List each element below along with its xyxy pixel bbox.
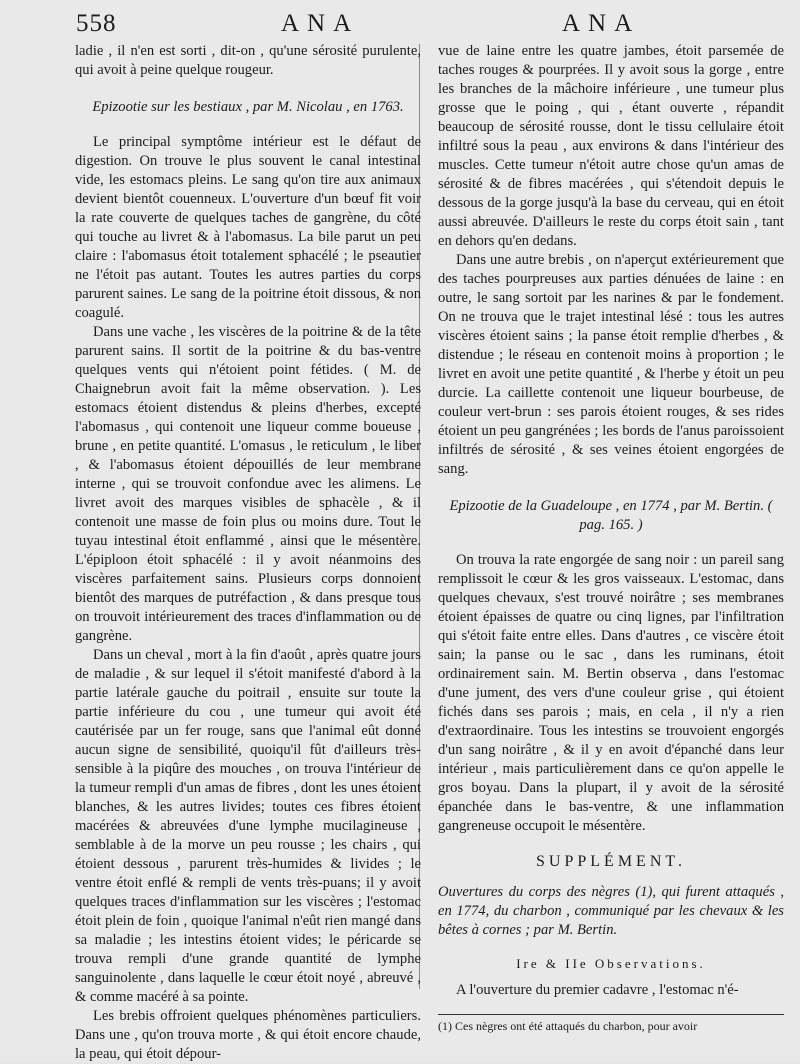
page-number: 558 <box>76 10 117 37</box>
paragraph: vue de laine entre les quatre jambes, étoit parsemée de taches rouges & pourprées. Il y avoit sous la gorge , entre les branches de la mâchoire inférieure , une tumeur plus grosse que le poing , qui , étant ouverte , répandit beaucoup de sérosité rousse, dont le tissu cellulaire étoit infiltré sous la peau , aux environs & dans l'intérieur des muscles. Cette tumeur n'étoit autre chose qu'un amas de sérosité & de fibres macérées , qui s'étendoit depuis le dessous de la gorge jusqu'à la base du cerveau, qui en étoit aussi abreuvée. D'ailleurs le reste du corps étoit sain , tant en dehors qu'en dedans. <box>438 43 784 249</box>
paragraph: Le principal symptôme intérieur est le défaut de digestion. On trouve le plus souvent le canal intestinal vide, les estomacs pleins. Le sang qu'on tire aux animaux devient bientôt couenneux. L'ouverture d'un bœuf fit voir la rate couverte de quelques taches de gangrène, du côté qui touche au livret & à l'abomasus. La bile parut un peu claire : l'abomasus étoit totalement sphacélé ; le pseautier ne l'étoit pas autant. Toutes les autres parties du corps parurent saines. Le sang de la poitrine étoit dissous, & non coagulé. <box>75 134 421 321</box>
supplement-heading: SUPPLÉMENT. <box>536 853 686 870</box>
paragraph: On trouva la rate engorgée de sang noir : un pareil sang remplissoit le cœur & les gros vaisseaux. L'estomac, dans quelques chevaux, s'est trouvé noirâtre ; ses membranes étoient épaisses de quatre ou cinq lignes, par l'infiltration qui s'étoit faite entre elles. Dans d'autres , ce viscère étoit sain; la panse ou le sac , dans les ruminans, étoit ordinairement sain. M. Bertin observa , dans l'estomac d'une jument, des vers d'une couleur grise , qui étoient fichés dans ses parois ; mais, en cela , il n'y a rien d'extraordinaire. Tous les intestins se trouvoient engorgés d'un sang noirâtre , & il y en avoit d'épanché dans leur intérieur , mais particulièrement dans ce qu'on appelle le gros boyau. Dans la plupart, il y avoit de la sérosité épanchée dans le bas-ventre, & une inflammation gangreneuse occupoit le mésentère. <box>438 552 784 834</box>
paragraph: A l'ouverture du premier cadavre , l'estomac n'é- <box>456 982 739 998</box>
paragraph: Dans une vache , les viscères de la poitrine & de la tête parurent sains. Il sortit de la poitrine & du bas-ventre quelques vents qui n'étoient point fétides. ( M. de Chaignebrun avoit fait la même observation. ). Les estomacs étoient distendus & pleins d'herbes, excepté l'abomasus , qui contenoit une liqueur comme boueuse , brune , en petite quantité. L'omasus , le reticulum , le liber , & l'abomasus étoient dépouillés de leur membrane interne , qui se trouvoit confondue avec les alimens. Le livret avoit des marques visibles de sphacèle , & il contenoit une masse de foin plus ou moins dure. Tout le tuyau intestinal étoit enflammé , ainsi que le mésentère. L'épiploon étoit sphacélé : il y avoit néanmoins des viscères parfaitement sains. Plusieurs corps donnoient bientôt des marques de putréfaction , & dans presque tous on trouvoit intérieurement des traces d'inflammation ou de gangrène. <box>75 324 421 644</box>
paragraph: Dans un cheval , mort à la fin d'août , après quatre jours de maladie , & sur lequel il s'étoit manifesté d'abord à la partie latérale gauche du poitrail , ensuite sur toute la partie inférieure du cou , une tumeur qui avoit été cautérisée par un fer rouge, sans que l'animal eût donné aucun signe de sensibilité, quoiqu'il fût d'ailleurs très-sensible à la piqûre des mouches , on trouva l'intérieur de la tumeur rempli d'un amas de fibres , dont les unes étoient blanches, & les autres livides; toutes ces fibres étoient macérées & abreuvées d'une lymphe mucilagineuse , semblable à de la morve un peu rousse ; les chairs , qui étoient dessous , parurent très-humides & livides ; le ventre étoit enflé & rempli de vents très-puans; il y avoit quelques traces d'inflammation sur les viscères ; l'estomac étoit plein de foin , quoique l'animal n'eût rien mangé dans sa maladie ; les intestins étoient vides; le péricarde se trouva rempli d'une grande quantité de lymphe sanguinolente , dans laquelle le cœur étoit noyé , abreuvé , & comme macéré à sa pointe. <box>75 647 421 1005</box>
section-title: Epizootie sur les bestiaux , par M. Nicolau , en 1763. <box>92 99 404 115</box>
supplement-subtitle: Ouvertures du corps des nègres (1), qui furent attaqués , en 1774, du charbon , communiqué par les chevaux & les bêtes à cornes ; par M. Bertin. <box>438 884 784 938</box>
header-left-title: ANA <box>281 10 360 37</box>
footnote: (1) Ces nègres ont été attaqués du charbon, pour avoir <box>438 1019 698 1033</box>
footnote-rule <box>438 1014 784 1015</box>
paragraph: ladie , il n'en est sorti , dit-on , qu'une sérosité purulente, qui avoit à peine quelque rougeur. <box>75 43 421 78</box>
section-title: Epizootie de la Guadeloupe , en 1774 , par M. Bertin. ( pag. 165. ) <box>449 498 773 533</box>
header-right-title: ANA <box>562 10 641 37</box>
paragraph: Les brebis offroient quelques phénomènes particuliers. Dans une , qu'on trouva morte , & qui étoit encore chaude, la peau, qui étoit dépour- <box>75 1008 421 1062</box>
paragraph: Dans une autre brebis , on n'aperçut extérieurement que des taches pourpreuses aux parties dénuées de laine : en outre, le sang sortoit par les narines & par le fondement. On ne trouva que le trajet intestinal lésé : tous les autres viscères étoient sains ; la panse étoit remplie d'herbes , & distendue ; le réseau en contenoit moins à proportion ; le livret en avoit une petite quantité , & l'herbe y étoit un peu durcie. La caillette contenoit une liqueur bourbeuse, de couleur vert-brun : ses parois étoient rouges, & ses rides étoient un peu gangrénées ; les bords de l'anus paroissoient infiltrés de sérosité , & ses veines étoient engorgées de sang. <box>438 252 784 477</box>
left-column <box>75 42 421 1064</box>
running-header <box>76 10 760 42</box>
right-column <box>438 42 784 1034</box>
observations-heading: Ire & IIe Observations. <box>516 956 706 971</box>
